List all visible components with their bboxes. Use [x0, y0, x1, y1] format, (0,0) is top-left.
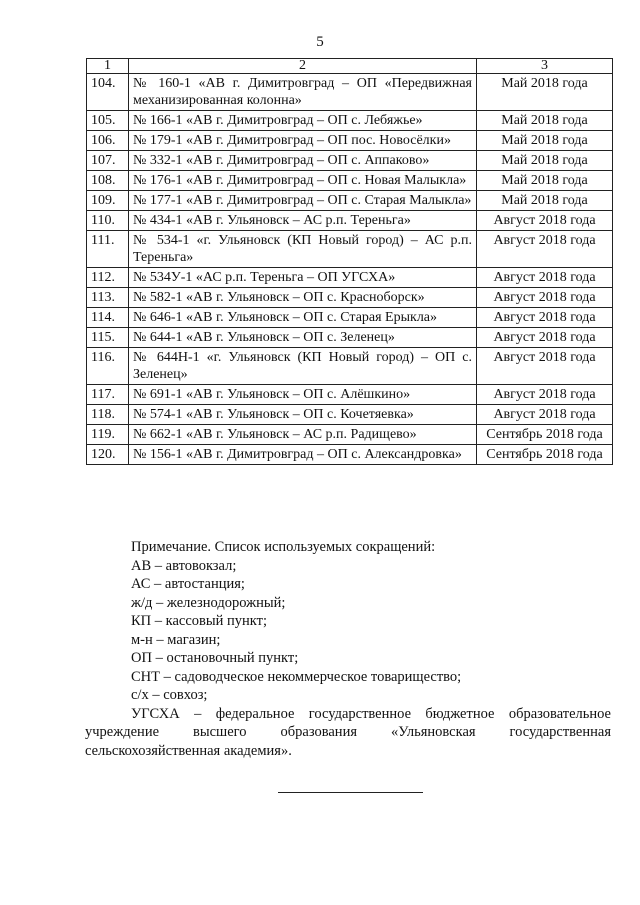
route-cell: № 582-1 «АВ г. Ульяновск – ОП с. Красноборск» [129, 288, 477, 308]
table-row [87, 151, 613, 171]
table-body [87, 74, 613, 465]
row-number-cell: 107. [87, 151, 129, 171]
route-cell: № 434-1 «АВ г. Ульяновск – АС р.п. Тереньга» [129, 211, 477, 231]
abbreviation-item: АВ – автовокзал; [131, 557, 237, 574]
route-cell: № 574-1 «АВ г. Ульяновск – ОП с. Кочетяевка» [129, 405, 477, 425]
row-number-cell: 118. [87, 405, 129, 425]
table-row [87, 171, 613, 191]
table-row [87, 445, 613, 465]
row-number-cell: 117. [87, 385, 129, 405]
table-header-row [87, 59, 613, 74]
row-number-cell: 116. [87, 348, 129, 385]
table-row [87, 425, 613, 445]
date-cell: Август 2018 года [477, 308, 613, 328]
date-cell: Август 2018 года [477, 288, 613, 308]
abbreviation-item: СНТ – садоводческое некоммерческое товарищество; [131, 668, 462, 685]
page-number: 5 [316, 34, 324, 50]
route-cell: № 166-1 «АВ г. Димитровград – ОП с. Лебяжье» [129, 111, 477, 131]
row-number-cell: 119. [87, 425, 129, 445]
table-row [87, 268, 613, 288]
column-header-route: 2 [129, 59, 477, 74]
route-cell: № 644-1 «АВ г. Ульяновск – ОП с. Зеленец» [129, 328, 477, 348]
row-number-cell: 120. [87, 445, 129, 465]
row-number-cell: 108. [87, 171, 129, 191]
signature-divider-line [278, 792, 423, 793]
note-heading: Примечание. Список используемых сокращений: [131, 539, 436, 555]
table-row [87, 191, 613, 211]
abbreviation-item: с/х – совхоз; [131, 687, 208, 703]
route-cell: № 662-1 «АВ г. Ульяновск – АС р.п. Радищево» [129, 425, 477, 445]
route-cell: № 534-1 «г. Ульяновск (КП Новый город) – АС р.п. Тереньга» [129, 231, 477, 268]
date-cell: Август 2018 года [477, 405, 613, 425]
date-cell: Сентябрь 2018 года [477, 445, 613, 465]
table-row [87, 385, 613, 405]
date-cell: Август 2018 года [477, 348, 613, 385]
column-header-number: 1 [87, 59, 129, 74]
table-row [87, 348, 613, 385]
abbreviation-item: АС – автостанция; [131, 576, 245, 592]
date-cell: Август 2018 года [477, 231, 613, 268]
route-cell: № 156-1 «АВ г. Димитровград – ОП с. Александровка» [129, 445, 477, 465]
row-number-cell: 104. [87, 74, 129, 111]
date-cell: Май 2018 года [477, 131, 613, 151]
row-number-cell: 106. [87, 131, 129, 151]
date-cell: Август 2018 года [477, 328, 613, 348]
date-cell: Май 2018 года [477, 111, 613, 131]
route-cell: № 176-1 «АВ г. Димитровград – ОП с. Новая Малыкла» [129, 171, 477, 191]
row-number-cell: 111. [87, 231, 129, 268]
table-row [87, 405, 613, 425]
route-cell: № 644Н-1 «г. Ульяновск (КП Новый город) – ОП с. Зеленец» [129, 348, 477, 385]
date-cell: Август 2018 года [477, 211, 613, 231]
abbreviation-item: ОП – остановочный пункт; [131, 650, 299, 666]
table-row [87, 131, 613, 151]
table-row [87, 288, 613, 308]
date-cell: Май 2018 года [477, 151, 613, 171]
row-number-cell: 114. [87, 308, 129, 328]
date-cell: Май 2018 года [477, 191, 613, 211]
abbreviations-note [85, 538, 611, 760]
abbreviation-item: м-н – магазин; [131, 631, 221, 648]
table-row [87, 74, 613, 111]
route-cell: № 160-1 «АВ г. Димитровград – ОП «Передвижная механизированная колонна» [129, 74, 477, 111]
column-header-date: 3 [477, 59, 613, 74]
date-cell: Август 2018 года [477, 385, 613, 405]
route-cell: № 179-1 «АВ г. Димитровград – ОП пос. Новосёлки» [129, 131, 477, 151]
route-cell: № 177-1 «АВ г. Димитровград – ОП с. Старая Малыкла» [129, 191, 477, 211]
route-cell: № 646-1 «АВ г. Ульяновск – ОП с. Старая Ерыкла» [129, 308, 477, 328]
row-number-cell: 109. [87, 191, 129, 211]
abbreviation-item: ж/д – железнодорожный; [131, 594, 286, 611]
row-number-cell: 113. [87, 288, 129, 308]
abbreviation-ugsha-line3: сельскохозяйственная академия». [85, 742, 292, 759]
row-number-cell: 110. [87, 211, 129, 231]
row-number-cell: 105. [87, 111, 129, 131]
route-cell: № 534У-1 «АС р.п. Тереньга – ОП УГСХА» [129, 268, 477, 288]
schedule-table [86, 58, 613, 465]
route-cell: № 332-1 «АВ г. Димитровград – ОП с. Аппаково» [129, 151, 477, 171]
date-cell: Май 2018 года [477, 171, 613, 191]
row-number-cell: 115. [87, 328, 129, 348]
abbreviation-ugsha-line1: УГСХА – федеральное государственное бюджетное образовательное [131, 705, 611, 722]
date-cell: Август 2018 года [477, 268, 613, 288]
abbreviation-ugsha-line2: учреждение высшего образования «Ульяновская государственная [85, 724, 611, 740]
table-row [87, 211, 613, 231]
date-cell: Сентябрь 2018 года [477, 425, 613, 445]
route-cell: № 691-1 «АВ г. Ульяновск – ОП с. Алёшкино» [129, 385, 477, 405]
row-number-cell: 112. [87, 268, 129, 288]
date-cell: Май 2018 года [477, 74, 613, 111]
table-row [87, 328, 613, 348]
table-row [87, 231, 613, 268]
table-row [87, 308, 613, 328]
table-row [87, 111, 613, 131]
abbreviation-item: КП – кассовый пункт; [131, 613, 267, 629]
